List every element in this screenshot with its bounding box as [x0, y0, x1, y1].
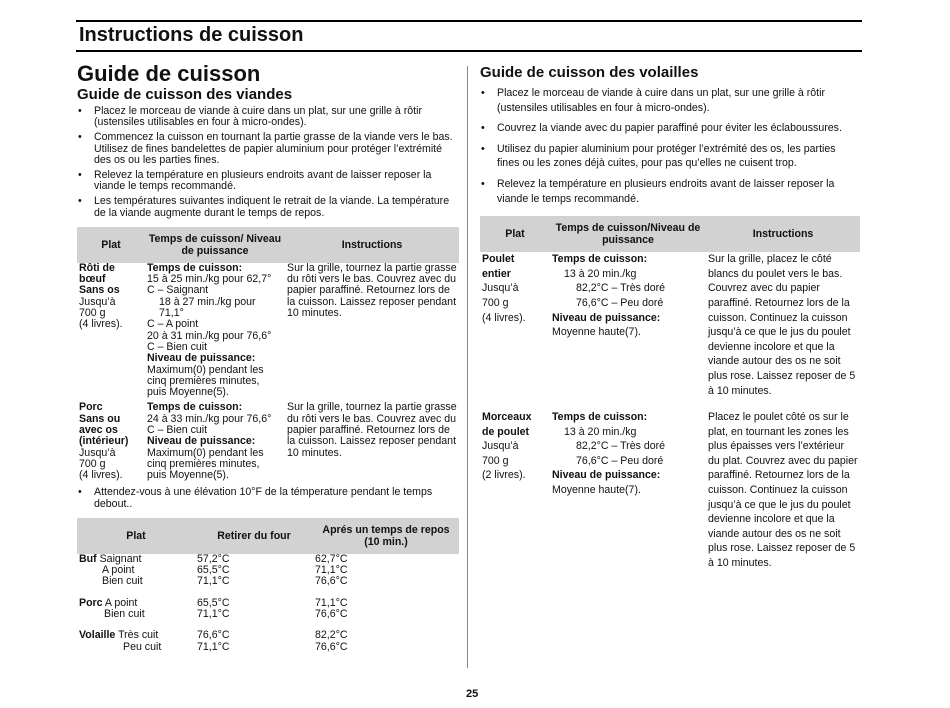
table-header-row — [77, 518, 459, 554]
plat-weight: Jusqu’à — [482, 440, 519, 453]
standing-note — [77, 487, 459, 509]
bullet-item: • Utilisez du papier aluminium pour protéger l’extrémité des os, les parties fines ou les zones déjà cuites, pour pas qu’elles ne cuisent trop. — [480, 142, 860, 171]
time-line: 18 à 27 min./kg pour 71,1° — [159, 295, 256, 320]
plat-name: de poulet — [482, 425, 530, 438]
plat-weight: (4 livres). — [482, 311, 526, 324]
remove-temp: 65,5°C — [197, 596, 230, 609]
time-cell — [550, 410, 706, 571]
time-line: cinq premières minutes, — [147, 457, 260, 470]
header-rule-top — [76, 20, 862, 22]
time-line: Temps de cuisson: — [147, 261, 243, 274]
plat-cell — [77, 642, 195, 653]
plat-weight: (2 livres). — [482, 469, 526, 482]
col-header-plat: Plat — [77, 518, 195, 554]
doneness-label: Bien cuit — [102, 575, 143, 588]
table-row — [77, 263, 459, 403]
instructions-cell: Sur la grille, tournez la partie grasse du rôti vers le bas. Couvrez avec du papier paraffiné. Retournez lors de la cuisson. Laissez reposer pendant 10 minutes. — [287, 261, 457, 320]
time-line: C – Bien cuit — [147, 340, 208, 353]
table-row — [77, 630, 459, 641]
doneness-label: Saignant — [99, 552, 142, 565]
table-row — [77, 554, 459, 565]
time-line: C – A point — [147, 318, 199, 331]
rest-temp: 71,1°C — [315, 564, 348, 577]
time-line: 82,2°C – Très doré — [576, 440, 666, 453]
remove-temp: 71,1°C — [197, 575, 230, 588]
plat-name: Morceaux — [482, 411, 532, 424]
bullet-item: • Les températures suivantes indiquent le retrait de la viande. La température de la viande augmente durant le temps de repos. — [77, 196, 459, 218]
plat-name: Sans ou — [79, 412, 121, 425]
time-line: 24 à 33 min./kg pour 76,6° — [147, 412, 272, 425]
page-header-title: Instructions de cuisson — [79, 24, 304, 46]
remove-temp: 76,6°C — [197, 629, 230, 642]
time-line: 82,2°C – Très doré — [576, 282, 666, 295]
right-column — [480, 62, 860, 571]
time-line: 76,6°C – Peu doré — [576, 454, 664, 467]
col-header-instructions: Instructions — [285, 227, 459, 263]
doneness-label: Bien cuit — [104, 608, 145, 621]
rest-temp: 71,1°C — [315, 596, 348, 609]
meat-table-body — [77, 263, 459, 482]
time-cell — [550, 252, 706, 410]
plat-weight: Jusqu’à — [482, 282, 519, 295]
table-header-row — [77, 227, 459, 263]
time-line: C – Saignant — [147, 284, 209, 297]
doneness-label: A point — [104, 596, 138, 609]
time-line: 15 à 25 min./kg pour 62,7° — [147, 273, 272, 286]
poultry-table-body — [480, 252, 860, 570]
time-line: Moyenne haute(7). — [552, 484, 641, 497]
instructions-cell: Sur la grille, placez le côté blancs du poulet vers le bas. Couvrez avec du papier paraffiné. Retournez lors de la cuisson. Continuez la cuisson jusqu’à ce que le jus du poulet devienne incolore et que la viande autour des os ne soit plus rose. Laissez reposer de 5 à 10 minutes. — [708, 253, 856, 397]
rest-temp: 82,2°C — [315, 629, 348, 642]
rest-temp: 76,6°C — [315, 575, 348, 588]
section-title: Guide de cuisson — [77, 61, 261, 86]
meat-guide-subtitle: Guide de cuisson des viandes — [77, 86, 293, 103]
plat-name: (intérieur) — [79, 435, 129, 448]
plat-weight: 700 g — [79, 457, 106, 470]
plat-name: Poulet — [482, 253, 515, 266]
doneness-label: A point — [102, 564, 135, 577]
plat-cell — [480, 410, 550, 571]
plat-name: Porc — [79, 401, 103, 414]
doneness-label: Peu cuit — [123, 640, 162, 653]
table-header-row — [480, 216, 860, 252]
plat-name: Rôti de — [79, 261, 115, 274]
table-row — [77, 642, 459, 653]
column-divider — [467, 66, 468, 668]
bullet-item: • Attendez-vous à une élévation 10°F de la témperature pendant le temps debout.. — [77, 487, 459, 509]
rest-temp: 76,6°C — [315, 640, 348, 653]
rest-temp: 76,6°C — [315, 608, 348, 621]
plat-weight: (4 livres). — [79, 318, 123, 331]
plat-cell — [77, 402, 145, 481]
group-name: Buf — [79, 552, 97, 565]
temperature-table — [77, 518, 459, 653]
rest-temp: 62,7°C — [315, 552, 348, 565]
plat-weight: Jusqu’à — [79, 446, 116, 459]
bullet-item: • Relevez la température en plusieurs endroits avant de laisser reposer la viande le temps recommandé. — [77, 170, 459, 192]
plat-weight: Jusqu’à — [79, 295, 116, 308]
plat-cell — [77, 609, 195, 630]
table-row — [480, 252, 860, 410]
bullet-item: • Placez le morceau de viande à cuire dans un plat, sur une grille à rôtir (ustensiles utilisables en four à micro-ondes). — [480, 86, 860, 115]
plat-weight: 700 g — [79, 307, 106, 320]
bullet-item: • Placez le morceau de viande à cuire dans un plat, sur une grille à rôtir (ustensiles utilisables en four à micro-ondes). — [77, 106, 459, 128]
group-name: Volaille — [79, 629, 116, 642]
poultry-guide-subtitle: Guide de cuisson des volailles — [480, 64, 699, 81]
plat-name: Sans os — [79, 284, 120, 297]
table-row — [77, 402, 459, 481]
meat-guide-bullets — [77, 106, 459, 219]
header-rule-bottom — [76, 50, 862, 52]
time-line: 13 à 20 min./kg — [564, 425, 637, 438]
doneness-label: Très cuit — [118, 629, 159, 642]
time-line: Temps de cuisson: — [552, 253, 648, 266]
poultry-guide-bullets — [480, 86, 860, 206]
time-line: Niveau de puissance: — [552, 469, 661, 482]
time-line: Temps de cuisson: — [552, 411, 648, 424]
bullet-item: • Relevez la température en plusieurs endroits avant de laisser reposer la viande le temps recommandé. — [480, 177, 860, 206]
left-column — [77, 62, 459, 653]
time-line: C – Bien cuit — [147, 423, 208, 436]
time-line: Maximum(0) pendant les — [147, 363, 264, 376]
time-line: cinq premières minutes, — [147, 374, 260, 387]
bullet-item: • Couvrez la viande avec du papier paraffiné pour éviter les éclaboussures. — [480, 121, 860, 136]
table-row — [480, 410, 860, 571]
plat-cell — [77, 576, 195, 597]
time-line: Niveau de puissance: — [147, 435, 256, 448]
time-cell — [145, 263, 285, 403]
table-row — [77, 576, 459, 597]
time-line: Moyenne haute(7). — [552, 326, 641, 339]
plat-cell — [77, 263, 145, 403]
remove-temp: 57,2°C — [197, 552, 230, 565]
time-line: Niveau de puissance: — [552, 311, 661, 324]
time-line: puis Moyenne(5). — [147, 469, 229, 482]
plat-weight: 700 g — [482, 454, 509, 467]
col-header-remove: Retirer du four — [195, 518, 313, 554]
time-line: Niveau de puissance: — [147, 352, 256, 365]
poultry-cooking-table — [480, 216, 860, 570]
plat-weight: (4 livres). — [79, 469, 123, 482]
col-header-instructions: Instructions — [706, 216, 860, 252]
page-number: 25 — [466, 688, 479, 700]
plat-cell — [77, 630, 195, 641]
time-line: Maximum(0) pendant les — [147, 446, 264, 459]
bullet-item: • Commencez la cuisson en tournant la partie grasse de la viande vers le bas. Utilisez de fines bandelettes de papier aluminium pour protéger l’extrémité des os ou les parties fines. — [77, 132, 459, 166]
remove-temp: 71,1°C — [197, 608, 230, 621]
plat-name: avec os — [79, 423, 118, 436]
plat-name: entier — [482, 267, 511, 280]
plat-cell — [480, 252, 550, 410]
col-header-plat: Plat — [480, 216, 550, 252]
remove-temp: 65,5°C — [197, 564, 230, 577]
plat-weight: 700 g — [482, 296, 509, 309]
time-line: puis Moyenne(5). — [147, 386, 229, 399]
table-row — [77, 609, 459, 630]
time-cell — [145, 402, 285, 481]
time-line: Temps de cuisson: — [147, 401, 243, 414]
temperature-table-body — [77, 554, 459, 653]
col-header-time: Temps de cuisson/ Niveau de puissance — [145, 227, 285, 263]
col-header-plat: Plat — [77, 227, 145, 263]
time-line: 76,6°C – Peu doré — [576, 296, 664, 309]
meat-cooking-table — [77, 227, 459, 482]
group-name: Porc — [79, 596, 103, 609]
instructions-cell: Sur la grille, tournez la partie grasse du rôti vers le bas. Couvrez avec du papier paraffiné. Retournez lors de la cuisson. Laissez reposer pendant 10 minutes. — [287, 401, 457, 459]
remove-temp: 71,1°C — [197, 640, 230, 653]
instructions-cell: Placez le poulet côté os sur le plat, en tournant les zones les plus épaisses vers l’extérieur du plat. Couvrez avec du papier paraffiné. Retournez lors de la cuisson. Continuez la cuisson jusqu’à ce que le jus du poulet devienne incolore et que la viande autour des os ne soit plus rose. Laissez reposer de 5 à 10 minutes. — [708, 411, 858, 570]
time-line: 20 à 31 min./kg pour 76,6° — [147, 329, 272, 342]
col-header-after-rest: Aprés un temps de repos (10 min.) — [313, 518, 459, 554]
plat-name: bœuf — [79, 273, 106, 286]
col-header-time: Temps de cuisson/Niveau de puissance — [550, 216, 706, 252]
time-line: 13 à 20 min./kg — [564, 267, 637, 280]
